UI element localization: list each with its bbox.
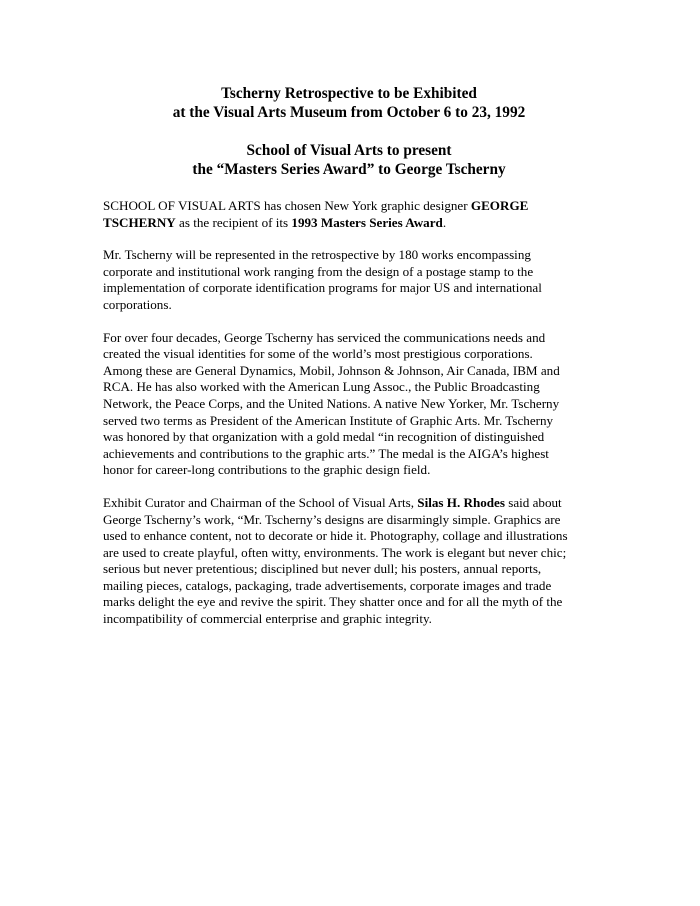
paragraph-line: implementation of corporate identification programs for major US and international (103, 280, 542, 296)
curator-name: Silas H. Rhodes (417, 494, 505, 510)
paragraph-line: created the visual identities for some of the world’s most prestigious corporations. (103, 346, 533, 362)
paragraph-line: George Tscherny’s work, “Mr. Tscherny’s designs are disarmingly simple. Graphics are (103, 511, 561, 527)
paragraph-line: used to enhance content, not to decorate or hide it. Photography, collage and illustrations (103, 528, 568, 544)
designer-name-first: GEORGE (470, 198, 529, 213)
quote-intro-text: Exhibit Curator and Chairman of the School of Visual Arts, (103, 494, 418, 510)
headline-exhibit (103, 84, 595, 122)
headline-exhibit-line-2: at the Visual Arts Museum from October 6 to 23, 1992 (172, 104, 526, 121)
paragraph-career (103, 330, 595, 479)
announcement-period: . (442, 214, 447, 230)
paragraph-line: corporations. (103, 296, 172, 312)
award-name: 1993 Masters Series Award (291, 214, 443, 230)
paragraph-line: corporate and institutional work ranging from the design of a postage stamp to the (103, 263, 534, 279)
quote-intro-end: said about (504, 494, 562, 510)
paragraph-line: marks delight the eye and revive the spirit. They shatter once and for all the myth of the (103, 594, 563, 610)
paragraph-line: achievements and contributions to the graphic arts.” The medal is the AIGA’s highest (103, 445, 549, 461)
headline-award-line-1: School of Visual Arts to present (246, 142, 452, 159)
paragraph-line: Network, the Peace Corps, and the United Nations. A native New Yorker, Mr. Tscherny (103, 395, 560, 411)
paragraph-line: serious but never pretentious; disciplined but never dull; his posters, annual reports, (103, 561, 542, 577)
paragraph-line: Mr. Tscherny will be represented in the retrospective by 180 works encompassing (103, 247, 531, 263)
paragraph-line: honor for career-long contributions to the graphic design field. (103, 462, 431, 478)
designer-name-last: TSCHERNY (103, 214, 176, 230)
paragraph-line: Among these are General Dynamics, Mobil, Johnson & Johnson, Air Canada, IBM and (103, 362, 560, 378)
paragraph-announcement (103, 198, 595, 231)
paragraph-line: are used to create playful, often witty, environments. The work is elegant but never chic; (103, 544, 567, 560)
paragraph-line: served two terms as President of the American Institute of Graphic Arts. Mr. Tscherny (103, 412, 554, 428)
paragraph-line: RCA. He has also worked with the American Lung Assoc., the Public Broadcasting (103, 379, 540, 395)
paragraph-quote-line-1 (103, 495, 595, 512)
paragraph-retrospective (103, 247, 595, 313)
headline-award-line-2: the “Masters Series Award” to George Tscherny (192, 161, 506, 178)
press-release-body (103, 84, 595, 628)
paragraph-line: incompatibility of commercial enterprise and graphic integrity. (103, 611, 432, 627)
paragraph-line: was honored by that organization with a gold medal “in recognition of distinguished (103, 429, 545, 445)
paragraph-announcement-line-2 (103, 215, 595, 232)
paragraph-line: For over four decades, George Tscherny has serviced the communications needs and (103, 329, 546, 345)
paragraph-line: mailing pieces, catalogs, packaging, trade advertisements, corporate images and trade (103, 577, 552, 593)
paragraph-announcement-line-1 (103, 198, 595, 215)
paragraph-quote (103, 495, 595, 628)
announcement-text: SCHOOL OF VISUAL ARTS has chosen New York graphic designer (103, 198, 471, 213)
headline-award (103, 141, 595, 179)
announcement-text-2: as the recipient of its (175, 214, 292, 230)
headline-exhibit-line-1: Tscherny Retrospective to be Exhibited (221, 85, 477, 102)
